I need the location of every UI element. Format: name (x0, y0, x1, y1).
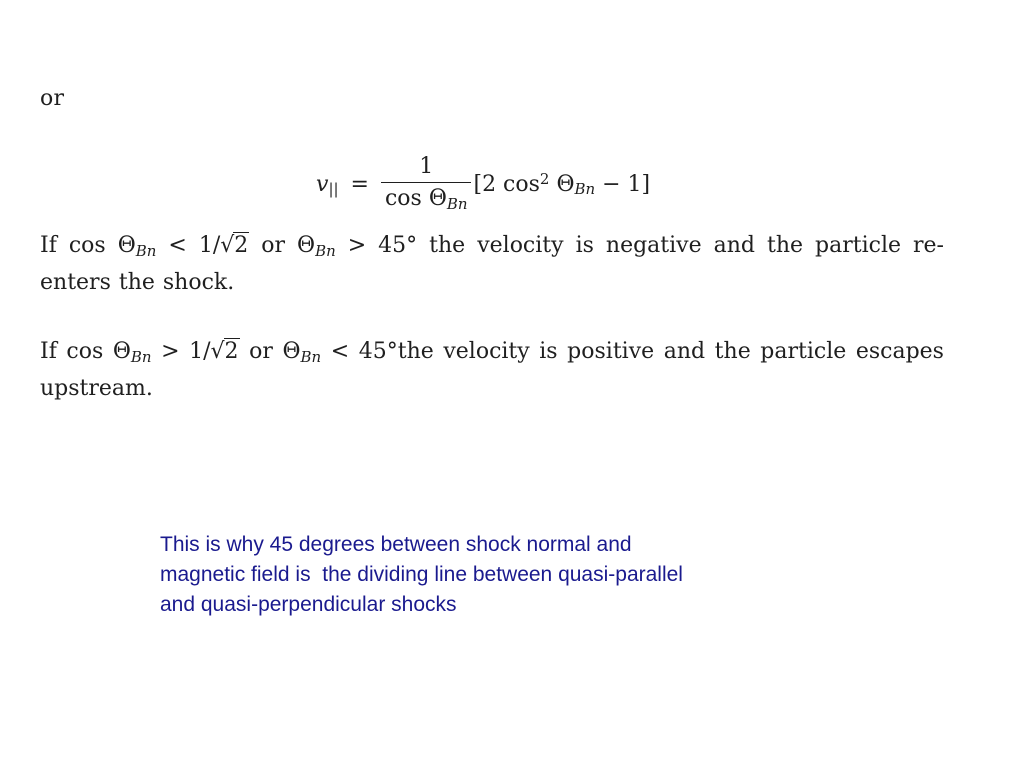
p2-subscript-1: Bn (130, 347, 152, 366)
p1-lead: If cos Θ (40, 233, 136, 258)
fraction-denominator (381, 183, 472, 214)
velocity-symbol: v (316, 171, 329, 197)
denominator-theta: Θ (428, 186, 447, 212)
p2-lead: If cos Θ (40, 339, 131, 364)
denominator-subscript: Bn (446, 194, 468, 213)
radical-sign-icon: √ (220, 233, 235, 258)
bracket-expression (473, 169, 651, 199)
note-line: magnetic field is the dividing line between quasi-parallel (160, 563, 683, 586)
p1-mid-2: or Θ (249, 233, 316, 258)
p1-radicand: 2 (234, 233, 249, 258)
bracket-end: − 1] (595, 171, 651, 197)
paragraph-positive-velocity (40, 334, 944, 407)
fraction (381, 154, 472, 215)
p1-tail: > 45° the velocity is negative and the particle re-enters the shock. (40, 233, 944, 295)
fraction-numerator: 1 (419, 153, 434, 179)
note-line: This is why 45 degrees between shock normal and (160, 533, 632, 556)
velocity-equation (316, 148, 650, 220)
intro-word: or (40, 86, 65, 111)
p1-subscript-2: Bn (315, 241, 336, 260)
p2-radicand: 2 (224, 339, 239, 364)
bracket-theta: Θ (556, 171, 575, 197)
p2-sqrt (211, 334, 240, 370)
p2-tail: < 45°the velocity is positive and the particle escapes upstream. (40, 339, 944, 401)
p1-mid-1: < 1/ (156, 233, 221, 258)
p2-mid-1: > 1/ (151, 339, 211, 364)
p1-sqrt (220, 228, 249, 264)
p2-subscript-2: Bn (300, 347, 322, 366)
radical-sign-icon: √ (210, 339, 225, 364)
note-line: and quasi-perpendicular shocks (160, 593, 457, 616)
equals-sign: = (350, 171, 369, 197)
bracket-subscript: Bn (574, 180, 596, 199)
explanatory-note (160, 530, 820, 620)
bracket-superscript: 2 (539, 169, 550, 188)
denominator-function: cos (384, 186, 422, 212)
paragraph-negative-velocity (40, 228, 944, 301)
p1-subscript-1: Bn (135, 241, 157, 260)
bracket-start: [2 cos (473, 171, 540, 197)
parallel-subscript: || (328, 180, 339, 199)
equation-lhs (316, 172, 339, 197)
p2-mid-2: or Θ (239, 339, 301, 364)
